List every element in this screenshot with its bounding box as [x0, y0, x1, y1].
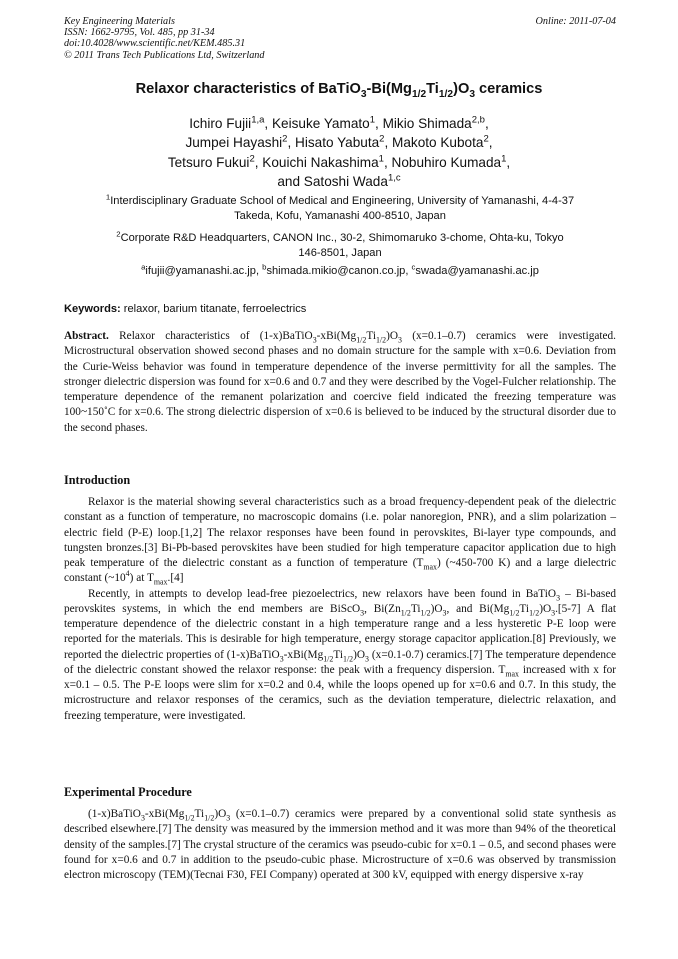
author-name: Mikio Shimada — [382, 116, 472, 131]
author-name: Jumpei Hayashi — [185, 135, 283, 151]
author-name: Tetsuro Fukui — [167, 154, 250, 170]
paragraph: Relaxor is the material showing several characteristics such as a broad frequency-dependent peak of the dielectric constant as a function of temperature, no macroscopic domains (i.e. polar nanoregion, PNR), and a slim polarization – electric field (P-E) loop.[1,2] The relaxor responses have been found in perovskites, Bi-layer type compounds, and tungsten bronzes.[3] Bi-Pb-based perovskites have been studied for high temperature capacitor application due to high peak temperature of the dielectric constant as a function of temperature $(T_{max})$ (~450-700 K) and a large dielectric constant $(\sim 10^4)$ at $T_{max}.[4]$ — [64, 496, 616, 587]
section-heading: Experimental Procedure — [64, 785, 192, 799]
affiliation-1: $^1$Interdisciplinary Graduate School of Medical and Engineering, University of Yamanashi, 4-4-37 Takeda, Kofu, Yamanashi 400-8510, Japan — [105, 192, 575, 223]
author-name: Hisato Yabuta — [295, 135, 380, 151]
author-name: Ichiro Fujii — [189, 116, 252, 131]
affiliation-2: $^2$Corporate R&D Headquarters, CANON Inc., 30-2, Shimomaruko 3-chome, Ohta-ku, Tokyo 146-8501, Japan — [116, 229, 564, 260]
email-line: $^a$ifujii@yamanashi.ac.jp, $^b$shimada.mikio@canon.co.jp, $^c$swada@yamanashi.ac.jp — [141, 262, 539, 277]
journal-name: Key Engineering Materials — [64, 16, 175, 27]
keywords: Keywords: relaxor, barium titanate, ferroelectrics — [64, 303, 307, 315]
journal-header — [64, 16, 616, 61]
introduction-text — [64, 495, 616, 724]
abstract: Abstract. Relaxor characteristics of $(1-x)BaTiO_3-xBi(Mg_{1/2}Ti_{1/2})O_3$ (x=0.1–0.7) ceramics were investigated. Microstructural observation showed second phases and no domain structure for the sample with x=0.6. Deviation from the Curie-Weiss behavior was found in temperature dependence of the inverse permittivity for all the samples. The stronger dielectric dispersion was found for x=0.6 and 0.7 and they were described by the Vogel-Fulcher relationship. The temperature dependence of the remanent polarization and coercive field indicated the freezing temperature was 100~150˚C for x=0.6. The strong dielectric dispersion of x=0.6 is believed to be induced by the structural disorder due to the second phases. — [64, 330, 616, 434]
author-name: Keisuke Yamato — [271, 116, 370, 131]
author-name: Kouichi Nakashima — [262, 154, 379, 170]
issn-line: ISSN: 1662-9795, Vol. 485, pp 31-34 — [64, 27, 215, 39]
online-date: Online: 2011-07-04 — [535, 16, 616, 27]
abstract-label: Abstract. — [64, 330, 109, 342]
copyright-line: © 2011 Trans Tech Publications Ltd, Switzerland — [64, 49, 265, 61]
author-name: Makoto Kubota — [392, 135, 484, 151]
experimental-text — [64, 807, 616, 883]
paper-title: Relaxor characteristics of $BaTiO_3-Bi(Mg_{1/2}Ti_{1/2})O_3$ ceramics — [135, 81, 543, 100]
author-name: Nobuhiro Kumada — [391, 154, 502, 170]
author-name: and Satoshi Wada — [277, 173, 388, 189]
doi-line: doi:10.4028/www.scientific.net/KEM.485.31 — [64, 38, 246, 50]
paragraph: Recently, in attempts to develop lead-free piezoelectrics, new relaxors have been found in BaTiO$_3$ – Bi-based perovskites systems, in which the end members are BiScO$_3$, $Bi(Zn_{1/2}Ti_{1/2})O_3$, and $Bi(Mg_{1/2}Ti_{1/2})O_3.[5-7]$ A flat temperature dependence of the dielectric constant in a high temperature range and a less hysteretic P-E loop were reported for the materials. This is desirable for high temperature, energy storage capacitor application.[8] Previously, we reported the dielectric properties of $(1-x)BaTiO_3-xBi(Mg_{1/2}Ti_{1/2})O_3$ (x=0.1-0.7) ceramics.[7] The temperature dependence of the dielectric constant showed the relaxor response: the peak with a frequency dispersion. $T_{max}$ increased with x for x=0.1 – 0.5. The P-E loops were slim for x=0.2 and 0.4, while the loops opened up for x=0.6 and 0.7. In this study, the microstructure and relaxor responses of the ceramics, such as the deviation temperature, dielectric relaxation, and freezing temperature, were investigated. — [64, 587, 617, 722]
author-list: Ichiro Fujii$^{1,a}$, Keisuke Yamato$^1$, Mikio Shimada$^{2,b}$, Jumpei Hayashi$^2$, Hisato Yabuta$^2$, Makoto Kubota$^2$, Tetsuro Fukui$^2$, Kouichi Nakashima$^1$, Nobuhiro Kumada$^1$, and Satoshi Wada$^{1,c}$ — [167, 114, 511, 189]
section-heading: Introduction — [64, 473, 131, 487]
paragraph: $(1-x)BaTiO_3-xBi(Mg_{1/2}Ti_{1/2})O_3$ (x=0.1–0.7) ceramics were prepared by a conventional solid state synthesis as described elsewhere.[7] The density was measured by the immersion method and it was more than 94% of the theoretical density of the samples.[7] The crystal structure of the ceramics was pseudo-cubic for x=0.1 – 0.5, and second phases were found for x=0.6 and 0.7 in addition to the pseudo-cubic phase. Microstructure of x=0.6 was observed by transmission electron microscopy (TEM)(Tecnai F30, FEI Company) operated at 300 kV, equipped with energy dispersive x-ray — [64, 808, 616, 881]
